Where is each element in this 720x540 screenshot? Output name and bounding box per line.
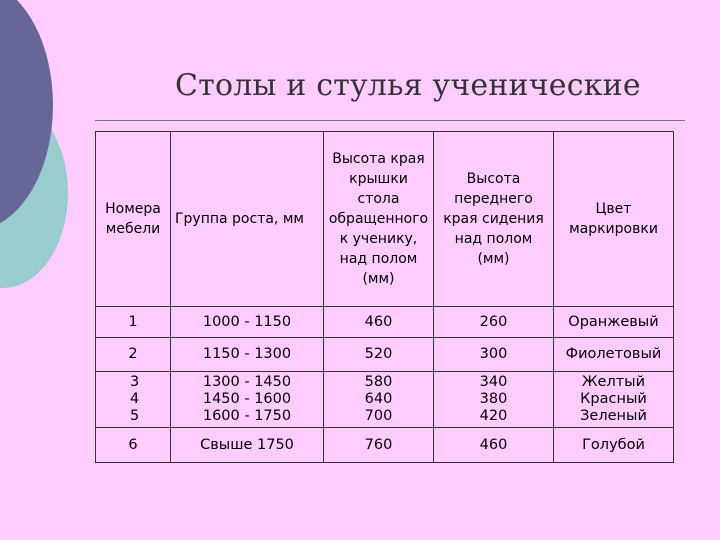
cell-table-height xyxy=(324,338,434,372)
cell-line: 1450 - 1600 xyxy=(202,391,292,407)
cell-line: обращенного xyxy=(328,211,429,227)
cell-marking-color xyxy=(554,372,674,428)
cell-line: 520 xyxy=(364,346,393,362)
cell-line: (мм) xyxy=(477,251,510,267)
cell-line: 760 xyxy=(364,436,393,453)
cell-growth-group xyxy=(171,372,324,428)
cell-line: 6 xyxy=(128,436,138,453)
cell-line: 2 xyxy=(128,346,138,362)
cell-line: Голубой xyxy=(582,436,645,453)
slide-title: Столы и стулья ученические xyxy=(175,68,641,103)
cell-line: Высота края xyxy=(332,151,425,167)
cell-line: 460 xyxy=(364,313,393,330)
cell-growth-group xyxy=(171,428,324,463)
cell-line: Цвет xyxy=(595,201,632,217)
cell-line: 1600 - 1750 xyxy=(202,408,292,424)
cell-line: 580 xyxy=(364,374,393,390)
header-marking-color xyxy=(554,132,674,307)
cell-line: мебели xyxy=(105,221,161,237)
header-growth-group: Группа роста, мм xyxy=(171,132,324,307)
cell-seat-height xyxy=(434,428,554,463)
cell-number xyxy=(96,338,171,372)
cell-line: 1 xyxy=(128,313,138,330)
cell-marking-color xyxy=(554,428,674,463)
cell-line: Фиолетовый xyxy=(565,346,662,362)
cell-line: крышки xyxy=(349,171,408,187)
cell-line: 1300 - 1450 xyxy=(202,374,292,390)
cell-line: маркировки xyxy=(569,221,658,237)
table-header-row xyxy=(96,132,674,307)
cell-growth-group xyxy=(171,338,324,372)
cell-seat-height xyxy=(434,338,554,372)
cell-line: 3 xyxy=(130,374,140,390)
cell-marking-color xyxy=(554,338,674,372)
cell-line: Номера xyxy=(105,201,161,217)
cell-number xyxy=(96,428,171,463)
header-table-edge-height xyxy=(324,132,434,307)
cell-line: 380 xyxy=(479,391,508,407)
table-row xyxy=(96,338,674,372)
cell-line: 640 xyxy=(364,391,393,407)
cell-line: 1000 - 1150 xyxy=(202,313,292,330)
title-underline xyxy=(95,120,685,121)
cell-line: края сидения xyxy=(443,211,544,227)
header-furniture-number xyxy=(96,132,171,307)
cell-line: Высота xyxy=(466,171,521,187)
cell-line: 5 xyxy=(130,408,140,424)
cell-line: над полом xyxy=(454,231,533,247)
cell-table-height xyxy=(324,372,434,428)
cell-line: стола xyxy=(357,191,400,207)
cell-line: над полом xyxy=(339,251,418,267)
cell-line: Желтый xyxy=(581,374,646,390)
cell-line: 700 xyxy=(364,408,393,424)
cell-line: 300 xyxy=(479,346,508,362)
cell-seat-height xyxy=(434,372,554,428)
cell-line: Свыше 1750 xyxy=(200,436,294,453)
cell-line: 1150 - 1300 xyxy=(202,346,292,362)
header-seat-edge-height xyxy=(434,132,554,307)
cell-table-height xyxy=(324,428,434,463)
cell-marking-color xyxy=(554,307,674,338)
cell-line: к ученику, xyxy=(339,231,418,247)
cell-line: 260 xyxy=(479,313,508,330)
furniture-table xyxy=(95,131,674,463)
cell-seat-height xyxy=(434,307,554,338)
cell-line: 420 xyxy=(479,408,508,424)
cell-line: 4 xyxy=(130,391,140,407)
cell-table-height xyxy=(324,307,434,338)
cell-line: 340 xyxy=(479,374,508,390)
cell-number xyxy=(96,307,171,338)
cell-line: 460 xyxy=(479,436,508,453)
table-row xyxy=(96,428,674,463)
table-row xyxy=(96,372,674,428)
cell-line: переднего xyxy=(454,191,533,207)
cell-line: (мм) xyxy=(362,271,395,287)
cell-line: Оранжевый xyxy=(568,313,659,330)
table-row xyxy=(96,307,674,338)
cell-growth-group xyxy=(171,307,324,338)
cell-number xyxy=(96,372,171,428)
cell-line: Зеленый xyxy=(580,408,647,424)
cell-line: Красный xyxy=(580,391,647,407)
